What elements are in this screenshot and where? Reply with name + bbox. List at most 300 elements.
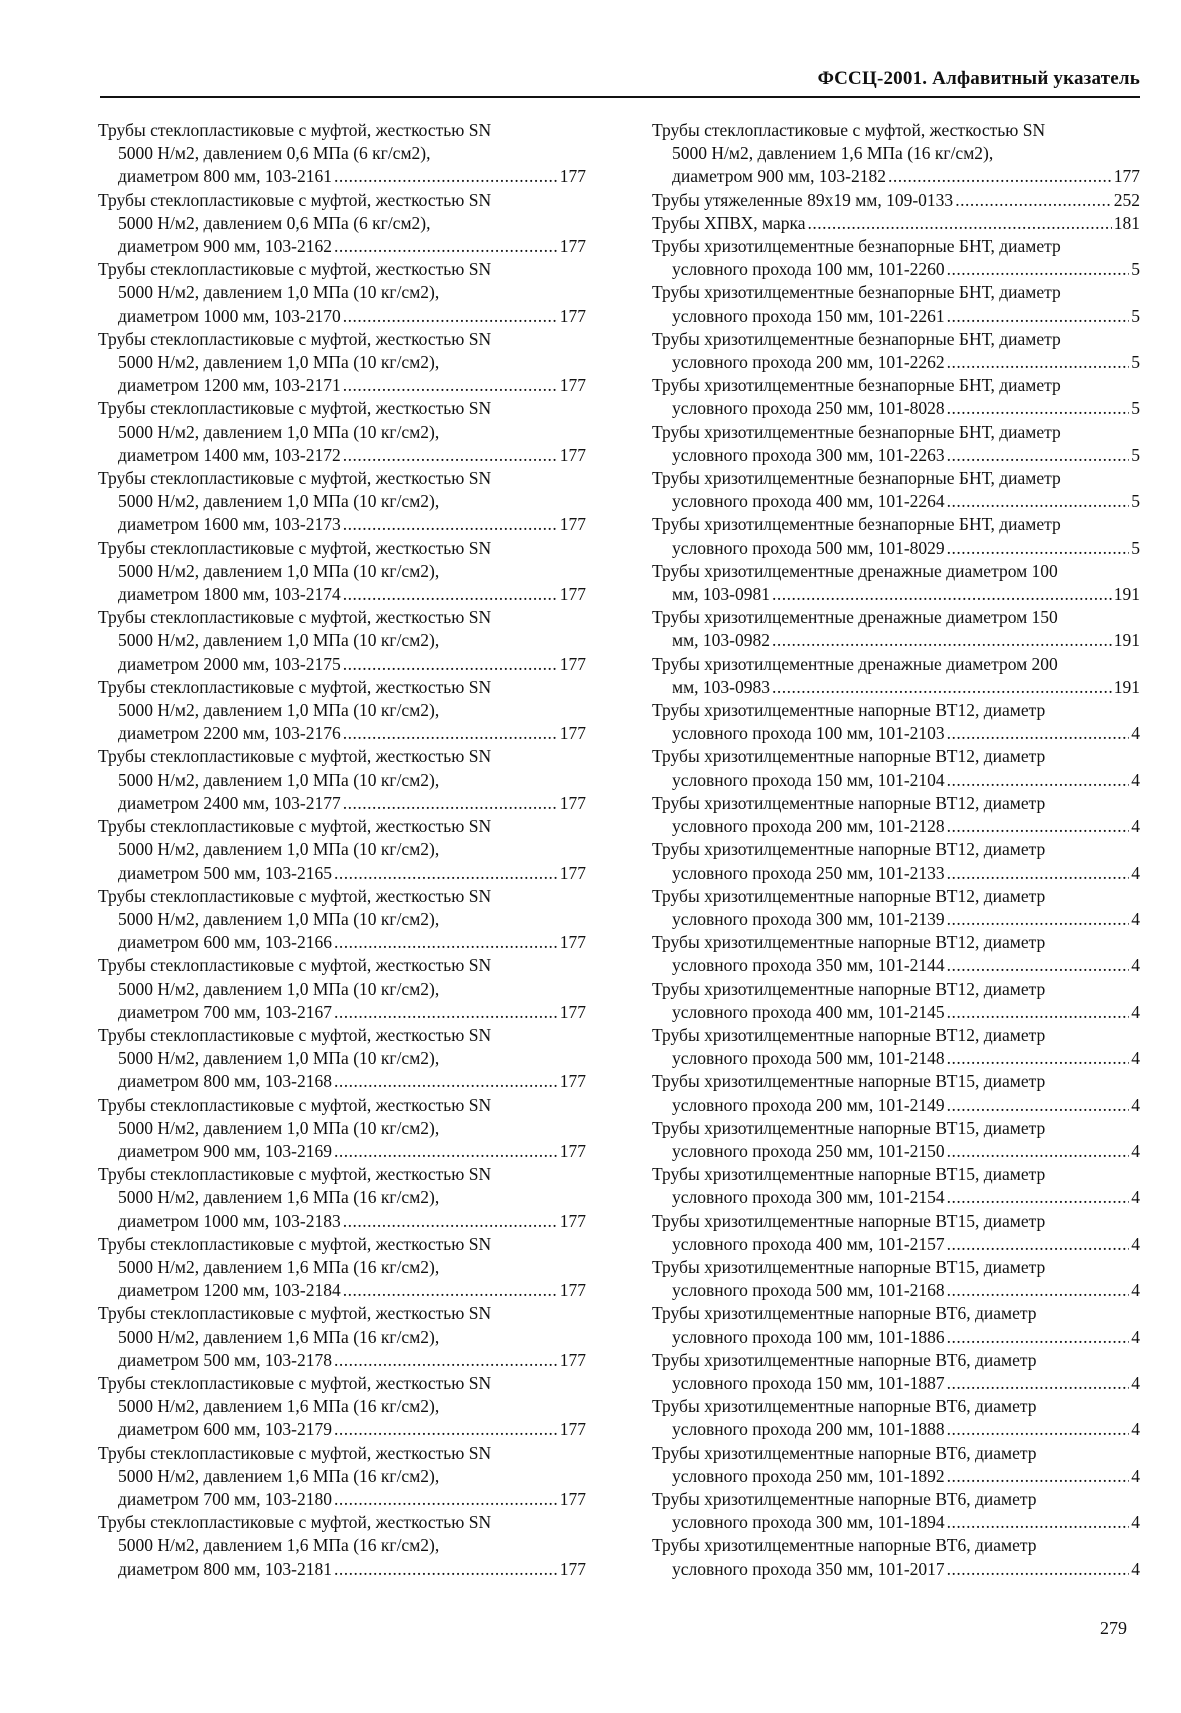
entry-code: мм, 103-0982: [672, 630, 770, 651]
index-entry: [652, 1070, 1140, 1116]
entry-text-line: Трубы хризотилцементные безнапорные БНТ, диаметр: [652, 468, 1061, 489]
index-entry: [652, 119, 1140, 189]
dot-leader: [343, 722, 558, 745]
entry-text-line: 5000 Н/м2, давлением 1,6 МПа (16 кг/см2),: [118, 1187, 440, 1208]
entry-page-ref: 4: [1131, 1140, 1140, 1161]
entry-page-ref: 4: [1131, 1001, 1140, 1022]
running-header: [100, 68, 1140, 98]
entry-text-line: 5000 Н/м2, давлением 1,0 МПа (10 кг/см2),: [118, 630, 440, 651]
entry-page-ref: 4: [1131, 1280, 1140, 1301]
index-entry: [652, 513, 1140, 559]
dot-leader: [947, 1233, 1130, 1256]
dot-leader: [947, 1094, 1130, 1117]
entry-code: условного прохода 350 мм, 101-2144: [672, 955, 945, 976]
entry-text-line: 5000 Н/м2, давлением 1,0 МПа (10 кг/см2),: [118, 282, 440, 303]
entry-code: диаметром 1000 мм, 103-2170: [118, 305, 341, 326]
entry-text-line: 5000 Н/м2, давлением 1,6 МПа (16 кг/см2),: [118, 1256, 440, 1277]
entry-code: диаметром 600 мм, 103-2179: [118, 1419, 332, 1440]
entry-last-line: [652, 444, 1140, 467]
entry-code: условного прохода 250 мм, 101-2150: [672, 1140, 945, 1161]
entry-code: диаметром 2000 мм, 103-2175: [118, 653, 341, 674]
dot-leader: [947, 444, 1130, 467]
entry-page-ref: 177: [559, 236, 586, 257]
entry-page-ref: 4: [1131, 769, 1140, 790]
entry-page-ref: 4: [1131, 1419, 1140, 1440]
dot-leader: [343, 305, 558, 328]
entry-text-line: Трубы стеклопластиковые с муфтой, жесткостью SN: [98, 398, 492, 419]
entry-code: диаметром 2400 мм, 103-2177: [118, 792, 341, 813]
entry-text-line: 5000 Н/м2, давлением 1,0 МПа (10 кг/см2),: [118, 769, 440, 790]
entry-code: условного прохода 200 мм, 101-1888: [672, 1419, 945, 1440]
entry-last-line: [98, 722, 586, 745]
entry-text-line: 5000 Н/м2, давлением 1,6 МПа (16 кг/см2),: [672, 143, 994, 164]
entry-text-line: Трубы хризотилцементные безнапорные БНТ, диаметр: [652, 328, 1061, 349]
dot-leader: [334, 1001, 558, 1024]
entry-code: условного прохода 200 мм, 101-2262: [672, 352, 945, 373]
entry-text-line: 5000 Н/м2, давлением 1,0 МПа (10 кг/см2),: [118, 421, 440, 442]
entry-text-line: Трубы хризотилцементные безнапорные БНТ, диаметр: [652, 375, 1061, 396]
dot-leader: [947, 722, 1130, 745]
index-entry: [98, 815, 586, 885]
entry-text-line: 5000 Н/м2, давлением 1,6 МПа (16 кг/см2),: [118, 1535, 440, 1556]
dot-leader: [947, 537, 1130, 560]
entry-page-ref: 181: [1113, 212, 1140, 233]
header-title: ФССЦ-2001. Алфавитный указатель: [817, 68, 1140, 89]
entry-code: диаметром 1000 мм, 103-2183: [118, 1210, 341, 1231]
dot-leader: [343, 1279, 558, 1302]
dot-leader: [947, 490, 1130, 513]
entry-text-line: Трубы хризотилцементные безнапорные БНТ, диаметр: [652, 421, 1061, 442]
dot-leader: [947, 1465, 1130, 1488]
index-entry: [652, 1302, 1140, 1348]
dot-leader: [772, 629, 1112, 652]
entry-code: условного прохода 250 мм, 101-1892: [672, 1465, 945, 1486]
index-entry: [652, 1256, 1140, 1302]
dot-leader: [343, 374, 558, 397]
entry-text-line: Трубы хризотилцементные напорные ВТ12, диаметр: [652, 746, 1046, 767]
entry-text-line: Трубы стеклопластиковые с муфтой, жесткостью SN: [98, 885, 492, 906]
dot-leader: [947, 1372, 1130, 1395]
entry-page-ref: 177: [559, 514, 586, 535]
dot-leader: [772, 676, 1112, 699]
index-entry: [652, 1442, 1140, 1488]
entry-text-line: Трубы стеклопластиковые с муфтой, жесткостью SN: [98, 1442, 492, 1463]
entry-text-line: 5000 Н/м2, давлением 1,0 МПа (10 кг/см2),: [118, 491, 440, 512]
entry-last-line: [652, 1001, 1140, 1024]
dot-leader: [947, 908, 1130, 931]
entry-text-line: Трубы хризотилцементные напорные ВТ6, диаметр: [652, 1442, 1037, 1463]
dot-leader: [334, 235, 558, 258]
entry-last-line: [98, 1418, 586, 1441]
entry-code: диаметром 700 мм, 103-2167: [118, 1001, 332, 1022]
dot-leader: [947, 769, 1130, 792]
entry-last-line: [98, 1488, 586, 1511]
entry-text-line: Трубы хризотилцементные напорные ВТ12, диаметр: [652, 1024, 1046, 1045]
entry-page-ref: 4: [1131, 1187, 1140, 1208]
entry-last-line: [98, 931, 586, 954]
entry-page-ref: 177: [559, 584, 586, 605]
dot-leader: [334, 165, 558, 188]
entry-page-ref: 177: [559, 653, 586, 674]
entry-page-ref: 177: [559, 375, 586, 396]
dot-leader: [334, 1488, 558, 1511]
entry-code: условного прохода 300 мм, 101-1894: [672, 1512, 945, 1533]
entry-code: диаметром 900 мм, 103-2182: [672, 166, 886, 187]
index-entry: [98, 328, 586, 398]
entry-last-line: [98, 1070, 586, 1093]
entry-last-line: [98, 1140, 586, 1163]
entry-last-line: [98, 513, 586, 536]
entry-page-ref: 5: [1131, 444, 1140, 465]
entry-code: диаметром 1600 мм, 103-2173: [118, 514, 341, 535]
entry-text-line: Трубы хризотилцементные напорные ВТ12, диаметр: [652, 839, 1046, 860]
entry-text-line: Трубы стеклопластиковые с муфтой, жесткостью SN: [98, 1094, 492, 1115]
entry-code: диаметром 800 мм, 103-2181: [118, 1558, 332, 1579]
entry-text-line: 5000 Н/м2, давлением 0,6 МПа (6 кг/см2),: [118, 143, 431, 164]
entry-page-ref: 4: [1131, 908, 1140, 929]
entry-last-line: [98, 165, 586, 188]
entry-page-ref: 5: [1131, 537, 1140, 558]
entry-code: условного прохода 200 мм, 101-2128: [672, 816, 945, 837]
entry-last-line: [652, 629, 1140, 652]
entry-last-line: [652, 397, 1140, 420]
entry-code: условного прохода 300 мм, 101-2263: [672, 444, 945, 465]
dot-leader: [947, 1001, 1130, 1024]
entry-last-line: [652, 1279, 1140, 1302]
entry-text-line: 5000 Н/м2, давлением 1,6 МПа (16 кг/см2),: [118, 1326, 440, 1347]
entry-page-ref: 177: [559, 792, 586, 813]
dot-leader: [334, 1140, 558, 1163]
index-entry: [98, 1442, 586, 1512]
dot-leader: [947, 954, 1130, 977]
entry-code: условного прохода 300 мм, 101-2154: [672, 1187, 945, 1208]
entry-code: условного прохода 500 мм, 101-2148: [672, 1048, 945, 1069]
index-entry: [98, 1302, 586, 1372]
index-entry: [98, 1094, 586, 1164]
entry-text-line: Трубы хризотилцементные напорные ВТ15, диаметр: [652, 1117, 1046, 1138]
entry-text-line: 5000 Н/м2, давлением 1,0 МПа (10 кг/см2),: [118, 1117, 440, 1138]
index-entry: [98, 1024, 586, 1094]
entry-code: диаметром 1800 мм, 103-2174: [118, 584, 341, 605]
entry-code: условного прохода 400 мм, 101-2264: [672, 491, 945, 512]
index-entry: [98, 1511, 586, 1581]
index-entry: [98, 1163, 586, 1233]
dot-leader: [343, 513, 558, 536]
index-entry: [652, 653, 1140, 699]
entry-page-ref: 177: [559, 444, 586, 465]
entry-text-line: 5000 Н/м2, давлением 1,0 МПа (10 кг/см2),: [118, 352, 440, 373]
entry-code: диаметром 500 мм, 103-2165: [118, 862, 332, 883]
dot-leader: [947, 1558, 1130, 1581]
entry-last-line: [98, 653, 586, 676]
index-entry: [652, 1488, 1140, 1534]
index-entry: [652, 189, 1140, 212]
index-entry: [98, 467, 586, 537]
index-entry: [98, 954, 586, 1024]
entry-text-line: Трубы стеклопластиковые с муфтой, жесткостью SN: [98, 259, 492, 280]
entry-code: условного прохода 150 мм, 101-2261: [672, 305, 945, 326]
index-entry: [652, 792, 1140, 838]
entry-last-line: [98, 792, 586, 815]
entry-last-line: [652, 1372, 1140, 1395]
entry-text-line: Трубы хризотилцементные напорные ВТ15, диаметр: [652, 1164, 1046, 1185]
entry-text-line: Трубы хризотилцементные дренажные диаметром 100: [652, 560, 1058, 581]
entry-text-line: 5000 Н/м2, давлением 0,6 МПа (6 кг/см2),: [118, 212, 431, 233]
dot-leader: [343, 583, 558, 606]
index-entry: [652, 374, 1140, 420]
dot-leader: [947, 1186, 1130, 1209]
index-entry: [652, 467, 1140, 513]
entry-last-line: [98, 1558, 586, 1581]
entry-last-line: [652, 1418, 1140, 1441]
entry-code: Трубы утяжеленные 89x19 мм, 109-0133: [652, 189, 954, 210]
entry-page-ref: 177: [559, 305, 586, 326]
entry-text-line: 5000 Н/м2, давлением 1,0 МПа (10 кг/см2),: [118, 908, 440, 929]
index-entry: [652, 745, 1140, 791]
dot-leader: [343, 1210, 558, 1233]
entry-page-ref: 4: [1131, 862, 1140, 883]
entry-last-line: [652, 815, 1140, 838]
entry-code: условного прохода 100 мм, 101-2103: [672, 723, 945, 744]
entry-text-line: Трубы стеклопластиковые с муфтой, жесткостью SN: [98, 328, 492, 349]
entry-page-ref: 177: [559, 1349, 586, 1370]
entry-last-line: [652, 583, 1140, 606]
index-entry: [652, 212, 1140, 235]
entry-page-ref: 4: [1131, 1094, 1140, 1115]
entry-last-line: [652, 351, 1140, 374]
dot-leader: [334, 862, 558, 885]
entry-page-ref: 177: [559, 1001, 586, 1022]
entry-code: диаметром 700 мм, 103-2180: [118, 1488, 332, 1509]
entry-last-line: [652, 676, 1140, 699]
entry-page-ref: 177: [559, 1280, 586, 1301]
entry-page-ref: 177: [559, 1419, 586, 1440]
entry-last-line: [98, 1349, 586, 1372]
entry-last-line: [652, 1465, 1140, 1488]
index-entry: [98, 537, 586, 607]
entry-text-line: Трубы хризотилцементные напорные ВТ6, диаметр: [652, 1535, 1037, 1556]
entry-code: диаметром 1200 мм, 103-2171: [118, 375, 341, 396]
entry-last-line: [652, 954, 1140, 977]
entry-text-line: Трубы стеклопластиковые с муфтой, жесткостью SN: [98, 1512, 492, 1533]
entry-page-ref: 177: [559, 166, 586, 187]
entry-text-line: 5000 Н/м2, давлением 1,0 МПа (10 кг/см2),: [118, 978, 440, 999]
index-entry: [98, 258, 586, 328]
entry-code: условного прохода 350 мм, 101-2017: [672, 1558, 945, 1579]
entry-text-line: 5000 Н/м2, давлением 1,0 МПа (10 кг/см2),: [118, 560, 440, 581]
index-entry: [652, 1210, 1140, 1256]
entry-code: диаметром 2200 мм, 103-2176: [118, 723, 341, 744]
dot-leader: [947, 1047, 1130, 1070]
entry-page-ref: 177: [559, 723, 586, 744]
dot-leader: [947, 862, 1130, 885]
dot-leader: [807, 212, 1111, 235]
index-entry: [652, 699, 1140, 745]
entry-code: диаметром 1200 мм, 103-2184: [118, 1280, 341, 1301]
entry-code: условного прохода 150 мм, 101-2104: [672, 769, 945, 790]
entry-code: условного прохода 500 мм, 101-2168: [672, 1280, 945, 1301]
entry-text-line: Трубы хризотилцементные дренажные диаметром 150: [652, 607, 1058, 628]
entry-page-ref: 4: [1131, 1465, 1140, 1486]
index-entry: [98, 1372, 586, 1442]
dot-leader: [343, 653, 558, 676]
entry-code: диаметром 800 мм, 103-2161: [118, 166, 332, 187]
entry-text-line: Трубы стеклопластиковые с муфтой, жесткостью SN: [98, 1372, 492, 1393]
entry-code: условного прохода 100 мм, 101-2260: [672, 259, 945, 280]
entry-text-line: 5000 Н/м2, давлением 1,0 МПа (10 кг/см2),: [118, 700, 440, 721]
entry-text-line: 5000 Н/м2, давлением 1,0 МПа (10 кг/см2),: [118, 1048, 440, 1069]
index-entry: [652, 1117, 1140, 1163]
entry-last-line: [652, 305, 1140, 328]
index-entry: [652, 1163, 1140, 1209]
entry-last-line: [652, 490, 1140, 513]
entry-page-ref: 177: [559, 1488, 586, 1509]
entry-last-line: [652, 1186, 1140, 1209]
entry-text-line: Трубы стеклопластиковые с муфтой, жесткостью SN: [652, 120, 1046, 140]
entry-code: мм, 103-0983: [672, 676, 770, 697]
entry-text-line: Трубы хризотилцементные напорные ВТ6, диаметр: [652, 1488, 1037, 1509]
entry-page-ref: 177: [559, 1558, 586, 1579]
entry-text-line: Трубы хризотилцементные напорные ВТ6, диаметр: [652, 1303, 1037, 1324]
entry-code: условного прохода 100 мм, 101-1886: [672, 1326, 945, 1347]
entry-text-line: Трубы хризотилцементные безнапорные БНТ, диаметр: [652, 514, 1061, 535]
entry-page-ref: 177: [1113, 166, 1140, 187]
entry-text-line: Трубы стеклопластиковые с муфтой, жесткостью SN: [98, 746, 492, 767]
dot-leader: [947, 351, 1130, 374]
index-entry: [98, 606, 586, 676]
entry-text-line: Трубы хризотилцементные напорные ВТ6, диаметр: [652, 1349, 1037, 1370]
entry-code: мм, 103-0981: [672, 584, 770, 605]
entry-page-ref: 4: [1131, 816, 1140, 837]
entry-text-line: 5000 Н/м2, давлением 1,6 МПа (16 кг/см2),: [118, 1396, 440, 1417]
index-entry: [652, 885, 1140, 931]
entry-page-ref: 5: [1131, 305, 1140, 326]
entry-code: условного прохода 200 мм, 101-2149: [672, 1094, 945, 1115]
entry-code: условного прохода 300 мм, 101-2139: [672, 908, 945, 929]
index-entry: [652, 421, 1140, 467]
entry-page-ref: 4: [1131, 955, 1140, 976]
entry-last-line: [652, 212, 1140, 235]
entry-last-line: [652, 1140, 1140, 1163]
entry-code: Трубы ХПВХ, марка: [652, 212, 806, 233]
entry-code: диаметром 1400 мм, 103-2172: [118, 444, 341, 465]
dot-leader: [947, 258, 1130, 281]
entry-page-ref: 4: [1131, 1372, 1140, 1393]
dot-leader: [947, 397, 1130, 420]
entry-page-ref: 5: [1131, 352, 1140, 373]
entry-text-line: Трубы стеклопластиковые с муфтой, жесткостью SN: [98, 1164, 492, 1185]
index-entry: [652, 606, 1140, 652]
entry-text-line: Трубы хризотилцементные напорные ВТ6, диаметр: [652, 1396, 1037, 1417]
entry-code: условного прохода 250 мм, 101-2133: [672, 862, 945, 883]
entry-text-line: Трубы стеклопластиковые с муфтой, жесткостью SN: [98, 1024, 492, 1045]
entry-text-line: 5000 Н/м2, давлением 1,0 МПа (10 кг/см2),: [118, 839, 440, 860]
entry-code: диаметром 500 мм, 103-2178: [118, 1349, 332, 1370]
entry-text-line: Трубы стеклопластиковые с муфтой, жесткостью SN: [98, 120, 492, 140]
dot-leader: [947, 305, 1130, 328]
dot-leader: [343, 444, 558, 467]
entry-last-line: [652, 189, 1140, 212]
entry-page-ref: 191: [1113, 584, 1140, 605]
page-number: 279: [1100, 1618, 1127, 1638]
entry-code: условного прохода 400 мм, 101-2157: [672, 1233, 945, 1254]
index-entry: [652, 328, 1140, 374]
entry-text-line: Трубы хризотилцементные напорные ВТ12, диаметр: [652, 932, 1046, 953]
entry-last-line: [652, 769, 1140, 792]
entry-page-ref: 5: [1131, 491, 1140, 512]
entry-page-ref: 4: [1131, 1558, 1140, 1579]
index-entry: [98, 1233, 586, 1303]
dot-leader: [343, 792, 558, 815]
entry-last-line: [652, 862, 1140, 885]
entry-page-ref: 5: [1131, 259, 1140, 280]
dot-leader: [888, 165, 1112, 188]
entry-code: условного прохода 150 мм, 101-1887: [672, 1372, 945, 1393]
entry-last-line: [98, 374, 586, 397]
entry-page-ref: 191: [1113, 676, 1140, 697]
entry-text-line: 5000 Н/м2, давлением 1,6 МПа (16 кг/см2),: [118, 1465, 440, 1486]
dot-leader: [947, 815, 1130, 838]
entry-last-line: [652, 537, 1140, 560]
entry-last-line: [98, 1001, 586, 1024]
entry-last-line: [652, 1047, 1140, 1070]
entry-page-ref: 177: [559, 1071, 586, 1092]
entry-text-line: Трубы хризотилцементные напорные ВТ15, диаметр: [652, 1071, 1046, 1092]
index-entry: [652, 1534, 1140, 1580]
entry-last-line: [652, 1326, 1140, 1349]
dot-leader: [334, 1349, 558, 1372]
dot-leader: [334, 1418, 558, 1441]
dot-leader: [334, 1558, 558, 1581]
entry-page-ref: 4: [1131, 1233, 1140, 1254]
entry-text-line: Трубы стеклопластиковые с муфтой, жесткостью SN: [98, 468, 492, 489]
entry-last-line: [652, 1558, 1140, 1581]
dot-leader: [947, 1326, 1130, 1349]
entry-text-line: Трубы хризотилцементные напорные ВТ12, диаметр: [652, 978, 1046, 999]
entry-last-line: [652, 722, 1140, 745]
entry-last-line: [652, 1511, 1140, 1534]
dot-leader: [955, 189, 1112, 212]
entry-text-line: Трубы стеклопластиковые с муфтой, жесткостью SN: [98, 816, 492, 837]
dot-leader: [947, 1511, 1130, 1534]
index-column-right: [652, 119, 1140, 1581]
entry-last-line: [652, 165, 1140, 188]
entry-last-line: [98, 1210, 586, 1233]
dot-leader: [947, 1279, 1130, 1302]
index-entry: [98, 189, 586, 259]
dot-leader: [947, 1140, 1130, 1163]
entry-last-line: [652, 1233, 1140, 1256]
entry-text-line: Трубы хризотилцементные напорные ВТ12, диаметр: [652, 700, 1046, 721]
entry-text-line: Трубы хризотилцементные напорные ВТ12, диаметр: [652, 792, 1046, 813]
entry-page-ref: 4: [1131, 1048, 1140, 1069]
entry-code: условного прохода 250 мм, 101-8028: [672, 398, 945, 419]
entry-last-line: [98, 1279, 586, 1302]
entry-text-line: Трубы стеклопластиковые с муфтой, жесткостью SN: [98, 1303, 492, 1324]
index-entry: [98, 397, 586, 467]
entry-text-line: Трубы стеклопластиковые с муфтой, жесткостью SN: [98, 1233, 492, 1254]
index-entry: [98, 676, 586, 746]
index-entry: [652, 560, 1140, 606]
entry-code: диаметром 900 мм, 103-2169: [118, 1140, 332, 1161]
dot-leader: [772, 583, 1112, 606]
entry-text-line: Трубы стеклопластиковые с муфтой, жесткостью SN: [98, 955, 492, 976]
index-entry: [652, 1349, 1140, 1395]
entry-text-line: Трубы стеклопластиковые с муфтой, жесткостью SN: [98, 537, 492, 558]
entry-code: диаметром 600 мм, 103-2166: [118, 932, 332, 953]
entry-page-ref: 5: [1131, 398, 1140, 419]
entry-last-line: [98, 305, 586, 328]
